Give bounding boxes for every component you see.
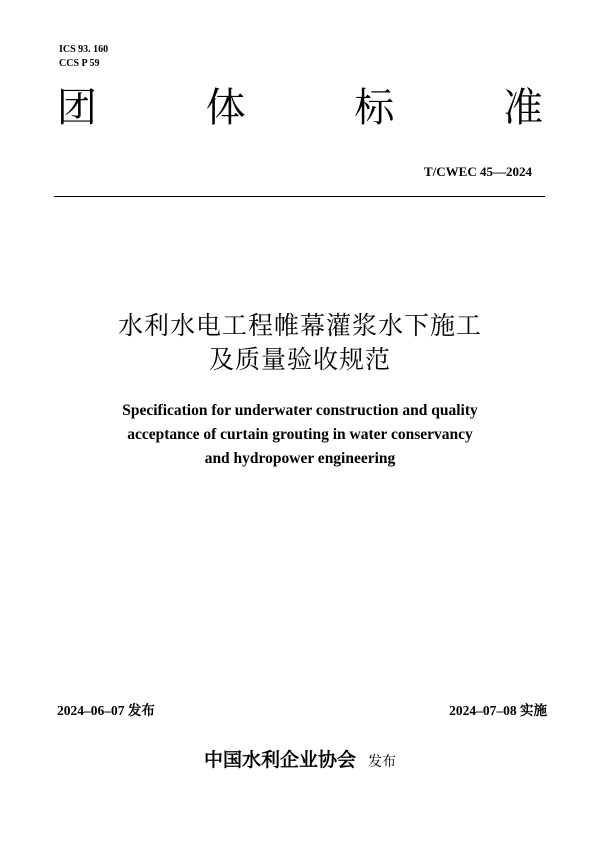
english-title-line-2: acceptance of curtain grouting in water conservancy [127,426,473,443]
standard-type-heading: 团 体 标 准 [56,85,592,131]
publisher-organization: 中国水利企业协会 [203,749,356,771]
english-title [0,399,600,471]
ics-code: ICS 93. 160 [59,44,109,55]
chinese-title-line-1: 水利水电工程帷幕灌浆水下施工 [117,311,482,340]
classification-codes [59,43,108,71]
english-title-line-3: and hydropower engineering [204,450,396,467]
standard-number: T/CWEC 45—2024 [424,164,532,179]
english-title-line-1: Specification for underwater construction and quality [122,402,478,419]
issue-date: 2024–06–07 发布 [57,703,155,718]
chinese-title-line-2: 及质量验收规范 [208,345,391,374]
ccs-code: CCS P 59 [59,58,100,69]
implementation-date: 2024–07–08 实施 [449,703,547,718]
publisher-line [0,745,600,772]
chinese-title [0,309,600,377]
publisher-action: 发布 [368,754,396,770]
header-divider [54,196,545,197]
